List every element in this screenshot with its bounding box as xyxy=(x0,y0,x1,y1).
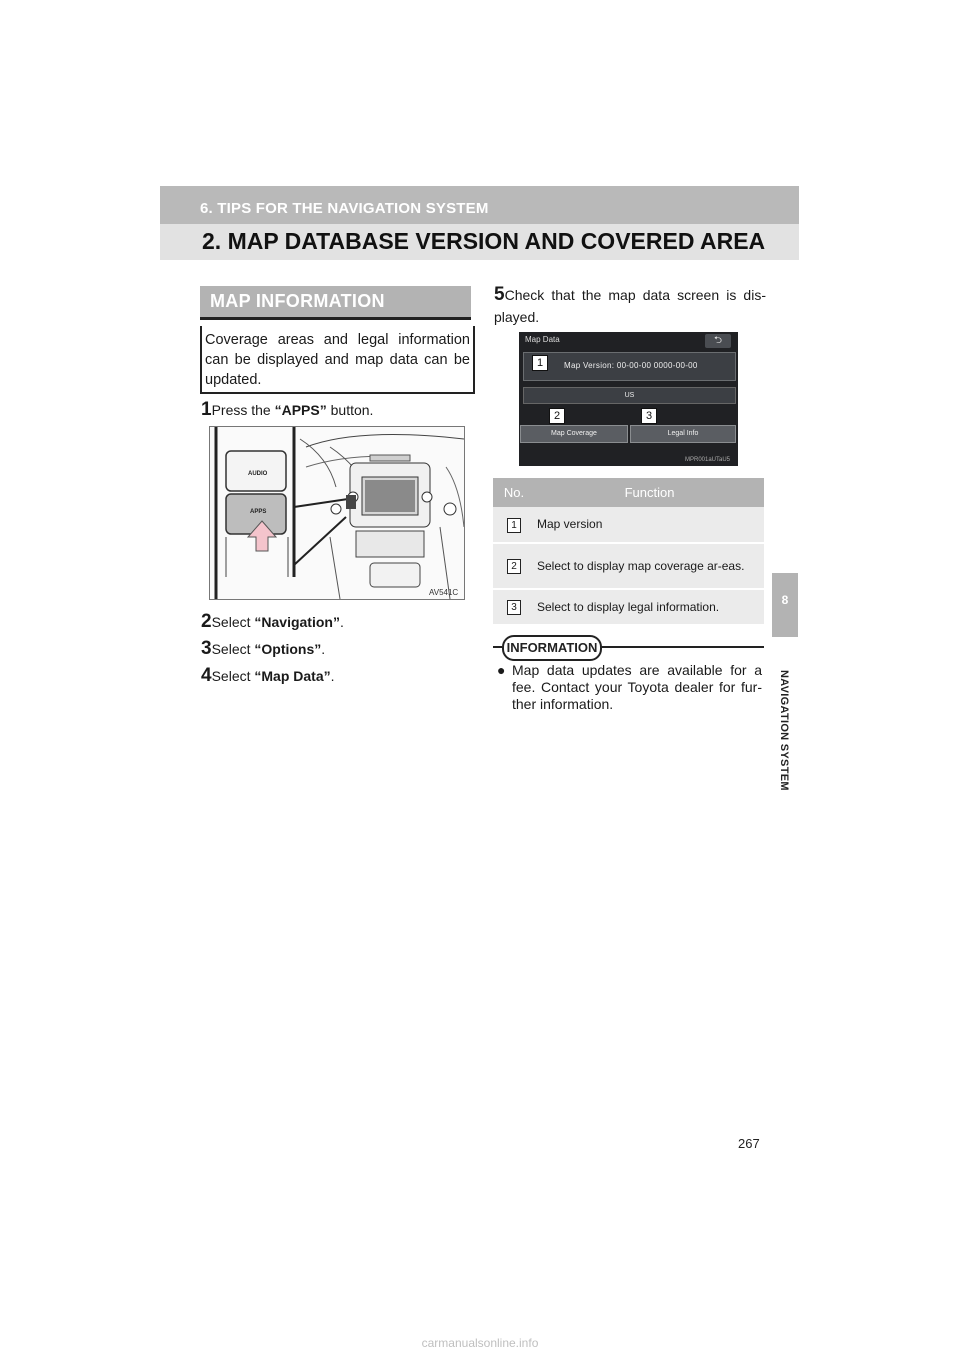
table-row xyxy=(493,543,764,589)
step-number: 1 xyxy=(201,399,212,420)
step-text: Select xyxy=(211,668,255,684)
step-3 xyxy=(201,638,325,660)
callout-2: 2 xyxy=(549,408,565,424)
section-title: 6. TIPS FOR THE NAVIGATION SYSTEM xyxy=(200,200,489,217)
step-keyword: “Options” xyxy=(254,641,322,657)
page-title: 2. MAP DATABASE VERSION AND COVERED AREA xyxy=(202,228,766,254)
information-label: INFORMATION xyxy=(502,635,602,661)
chapter-label: NAVIGATION SYSTEM xyxy=(778,670,790,791)
step-number: 2 xyxy=(201,611,212,632)
row-number xyxy=(493,589,535,625)
dashboard-illustration xyxy=(209,426,465,600)
step-text: Select xyxy=(211,614,255,630)
step-text: . xyxy=(339,614,344,630)
step-text: Press the xyxy=(211,402,275,418)
figure-code: AV541C xyxy=(429,588,459,597)
step-5 xyxy=(494,284,766,328)
screen-code: MPR001aUTaU5 xyxy=(685,457,731,463)
table-row xyxy=(493,589,764,625)
page-number: 267 xyxy=(738,1136,760,1151)
step-number: 5 xyxy=(494,284,505,305)
step-keyword: “APPS” xyxy=(274,402,327,418)
section-header-bar xyxy=(160,186,799,224)
information-text xyxy=(497,662,762,713)
back-arrow-icon: ⮌ xyxy=(713,335,722,346)
audio-button-label: AUDIO xyxy=(248,471,268,477)
dashboard-drawing xyxy=(210,427,464,599)
row-number xyxy=(493,507,535,543)
watermark: carmanualsonline.info xyxy=(421,1336,539,1350)
chapter-number: 8 xyxy=(781,593,789,607)
info-rule-right xyxy=(600,646,764,648)
table-row xyxy=(493,507,764,543)
step-text: Select xyxy=(211,641,255,657)
information-body: Map data updates are available for a fee. Contact your Toyota dealer for fur-ther information. xyxy=(512,662,762,712)
number-box: 3 xyxy=(507,600,521,615)
callout-3: 3 xyxy=(641,408,657,424)
step-2 xyxy=(201,611,344,633)
step-text: Check that the map data screen is dis-played. xyxy=(494,287,766,325)
step-text: . xyxy=(321,641,326,657)
map-info-heading-bar xyxy=(200,286,471,320)
step-text: . xyxy=(330,668,335,684)
map-data-screen xyxy=(519,332,738,466)
map-info-body: Coverage areas and legal information can be displayed and map data can be updated. xyxy=(200,326,475,394)
step-text: button. xyxy=(326,402,374,418)
row-function: Select to display map coverage ar-eas. xyxy=(535,543,764,589)
info-rule-left xyxy=(493,646,502,648)
screen-title: Map Data xyxy=(525,335,560,344)
table-header-row xyxy=(493,478,764,507)
callout-1: 1 xyxy=(532,355,548,371)
apps-button-label: APPS xyxy=(250,509,267,515)
header-no: No. xyxy=(493,478,535,507)
region-row: US xyxy=(523,387,736,404)
step-4 xyxy=(201,665,335,687)
number-box: 2 xyxy=(507,559,521,574)
step-1 xyxy=(201,399,373,421)
back-button[interactable] xyxy=(705,334,731,348)
row-number xyxy=(493,543,535,589)
chapter-tab xyxy=(772,573,798,637)
row-function: Select to display legal information. xyxy=(535,589,764,625)
header-function: Function xyxy=(535,478,764,507)
map-info-heading: MAP INFORMATION xyxy=(210,291,385,311)
step-keyword: “Map Data” xyxy=(254,668,331,684)
map-coverage-button[interactable]: Map Coverage xyxy=(520,425,628,443)
page-title-bar xyxy=(160,224,799,260)
row-function: Map version xyxy=(535,507,764,543)
number-box: 1 xyxy=(507,518,521,533)
step-keyword: “Navigation” xyxy=(254,614,340,630)
map-version-row xyxy=(523,352,736,381)
function-table xyxy=(493,478,764,626)
legal-info-button[interactable]: Legal Info xyxy=(630,425,736,443)
step-number: 4 xyxy=(201,665,212,686)
map-version-text: Map Version: 00-00-00 0000-00-00 xyxy=(564,361,698,370)
step-number: 3 xyxy=(201,638,212,659)
bullet-icon: ● xyxy=(497,662,506,678)
